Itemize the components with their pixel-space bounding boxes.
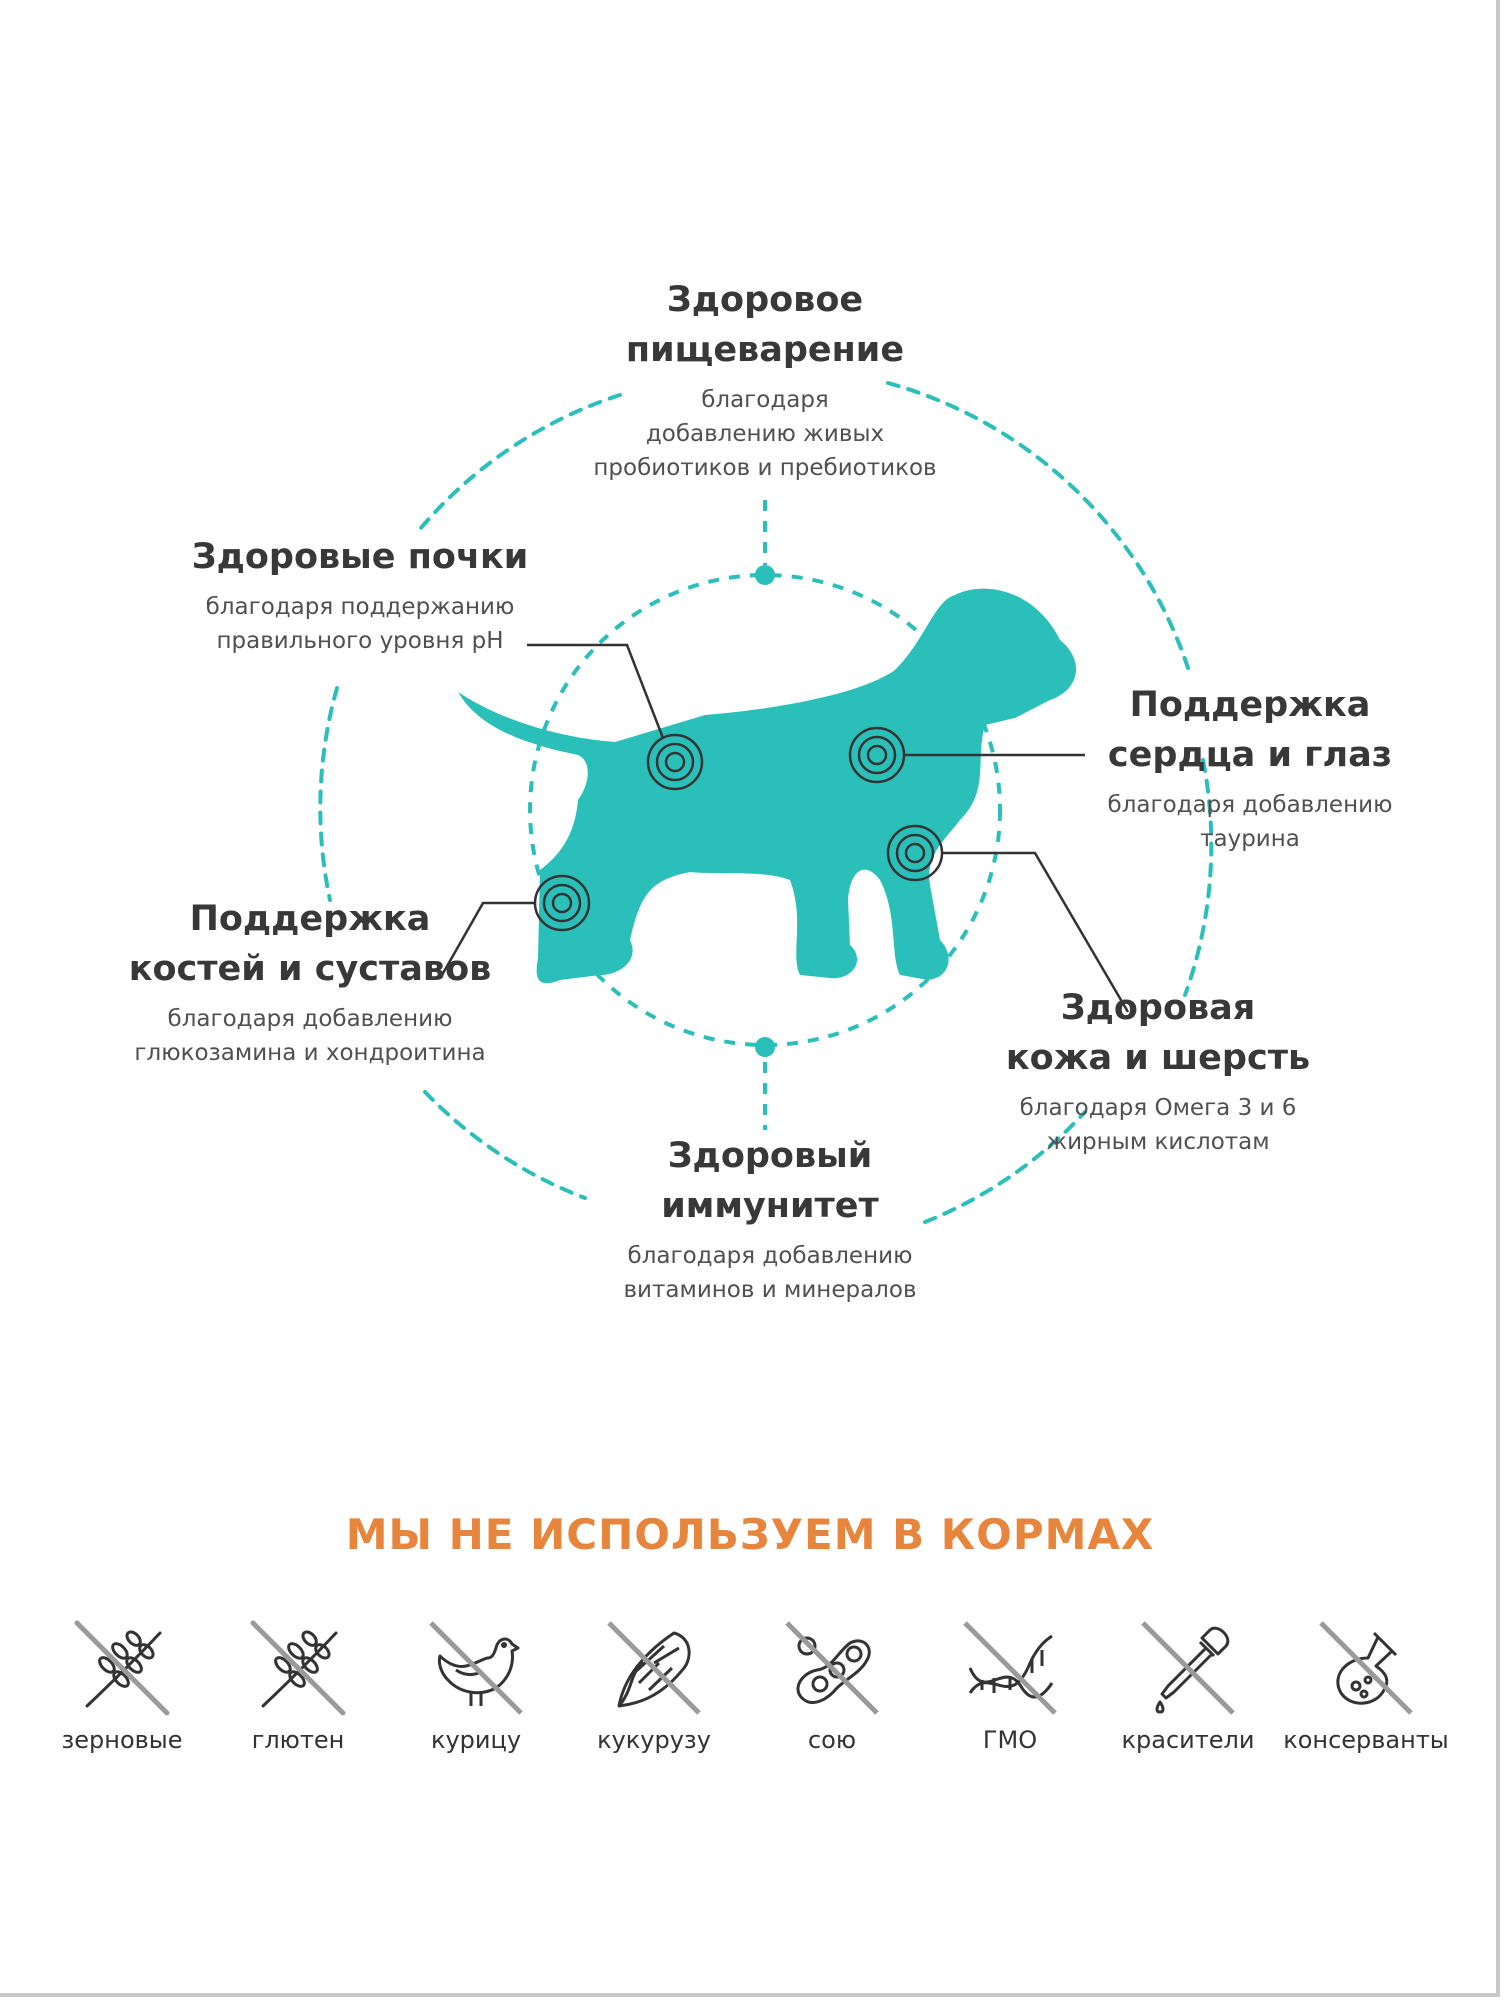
excluded-item-label: глютен	[251, 1726, 345, 1754]
excluded-item-label: зерновые	[61, 1726, 183, 1754]
benefit-description: благодаря добавлению витаминов и минералов	[623, 1243, 917, 1303]
excluded-item-grain	[34, 1618, 210, 1754]
chicken-icon	[426, 1618, 526, 1718]
excluded-item-label: консерванты	[1283, 1726, 1449, 1754]
benefit-skin	[958, 983, 1358, 1159]
excluded-item-soy	[744, 1618, 920, 1754]
benefit-description: благодаря поддержанию правильного уровня рН	[205, 594, 515, 654]
benefit-title: Здоровое пищеварение	[625, 280, 905, 370]
benefit-digestion	[515, 275, 1015, 485]
excluded-item-label: красители	[1121, 1726, 1255, 1754]
bottom-connector-dot	[755, 1037, 775, 1057]
benefit-description: благодаря добавлению живых пробиотиков и пребиотиков	[593, 387, 937, 481]
soy-icon	[782, 1618, 882, 1718]
excluded-item-corn	[566, 1618, 742, 1754]
corn-icon	[604, 1618, 704, 1718]
benefit-title: Здоровый иммунитет	[661, 1136, 879, 1226]
grain-icon	[72, 1618, 172, 1718]
excluded-item-label: сою	[807, 1726, 857, 1754]
dropper-icon	[1138, 1618, 1238, 1718]
benefit-kidneys	[160, 532, 560, 658]
benefit-title: Здоровая кожа и шерсть	[1005, 988, 1311, 1078]
excluded-item-gmo	[922, 1618, 1098, 1754]
dna-icon	[960, 1618, 1060, 1718]
benefit-title: Поддержка сердца и глаз	[1107, 685, 1393, 775]
benefit-title: Поддержка костей и суставов	[128, 899, 492, 989]
excluded-item-label: ГМО	[982, 1726, 1038, 1754]
excluded-item-label: курицу	[430, 1726, 522, 1754]
benefit-bones	[110, 894, 510, 1070]
exclusions-heading: МЫ НЕ ИСПОЛЬЗУЕМ В КОРМАХ	[345, 1510, 1155, 1559]
excluded-item-label: кукурузу	[597, 1726, 711, 1754]
benefit-title: Здоровые почки	[191, 537, 529, 577]
benefit-description: благодаря добавлению глюкозамина и хондроитина	[134, 1006, 486, 1066]
excluded-item-preservatives	[1278, 1618, 1454, 1754]
excluded-item-gluten	[210, 1618, 386, 1754]
excluded-item-chicken	[388, 1618, 564, 1754]
flask-icon	[1316, 1618, 1416, 1718]
benefit-immunity	[570, 1131, 970, 1307]
excluded-item-dyes	[1100, 1618, 1276, 1754]
benefit-heart	[1050, 680, 1450, 856]
benefit-description: благодаря добавлению таурина	[1107, 792, 1393, 852]
gluten-icon	[248, 1618, 348, 1718]
top-connector-dot	[755, 565, 775, 585]
benefit-description: благодаря Омега 3 и 6 жирным кислотам	[1019, 1095, 1297, 1155]
